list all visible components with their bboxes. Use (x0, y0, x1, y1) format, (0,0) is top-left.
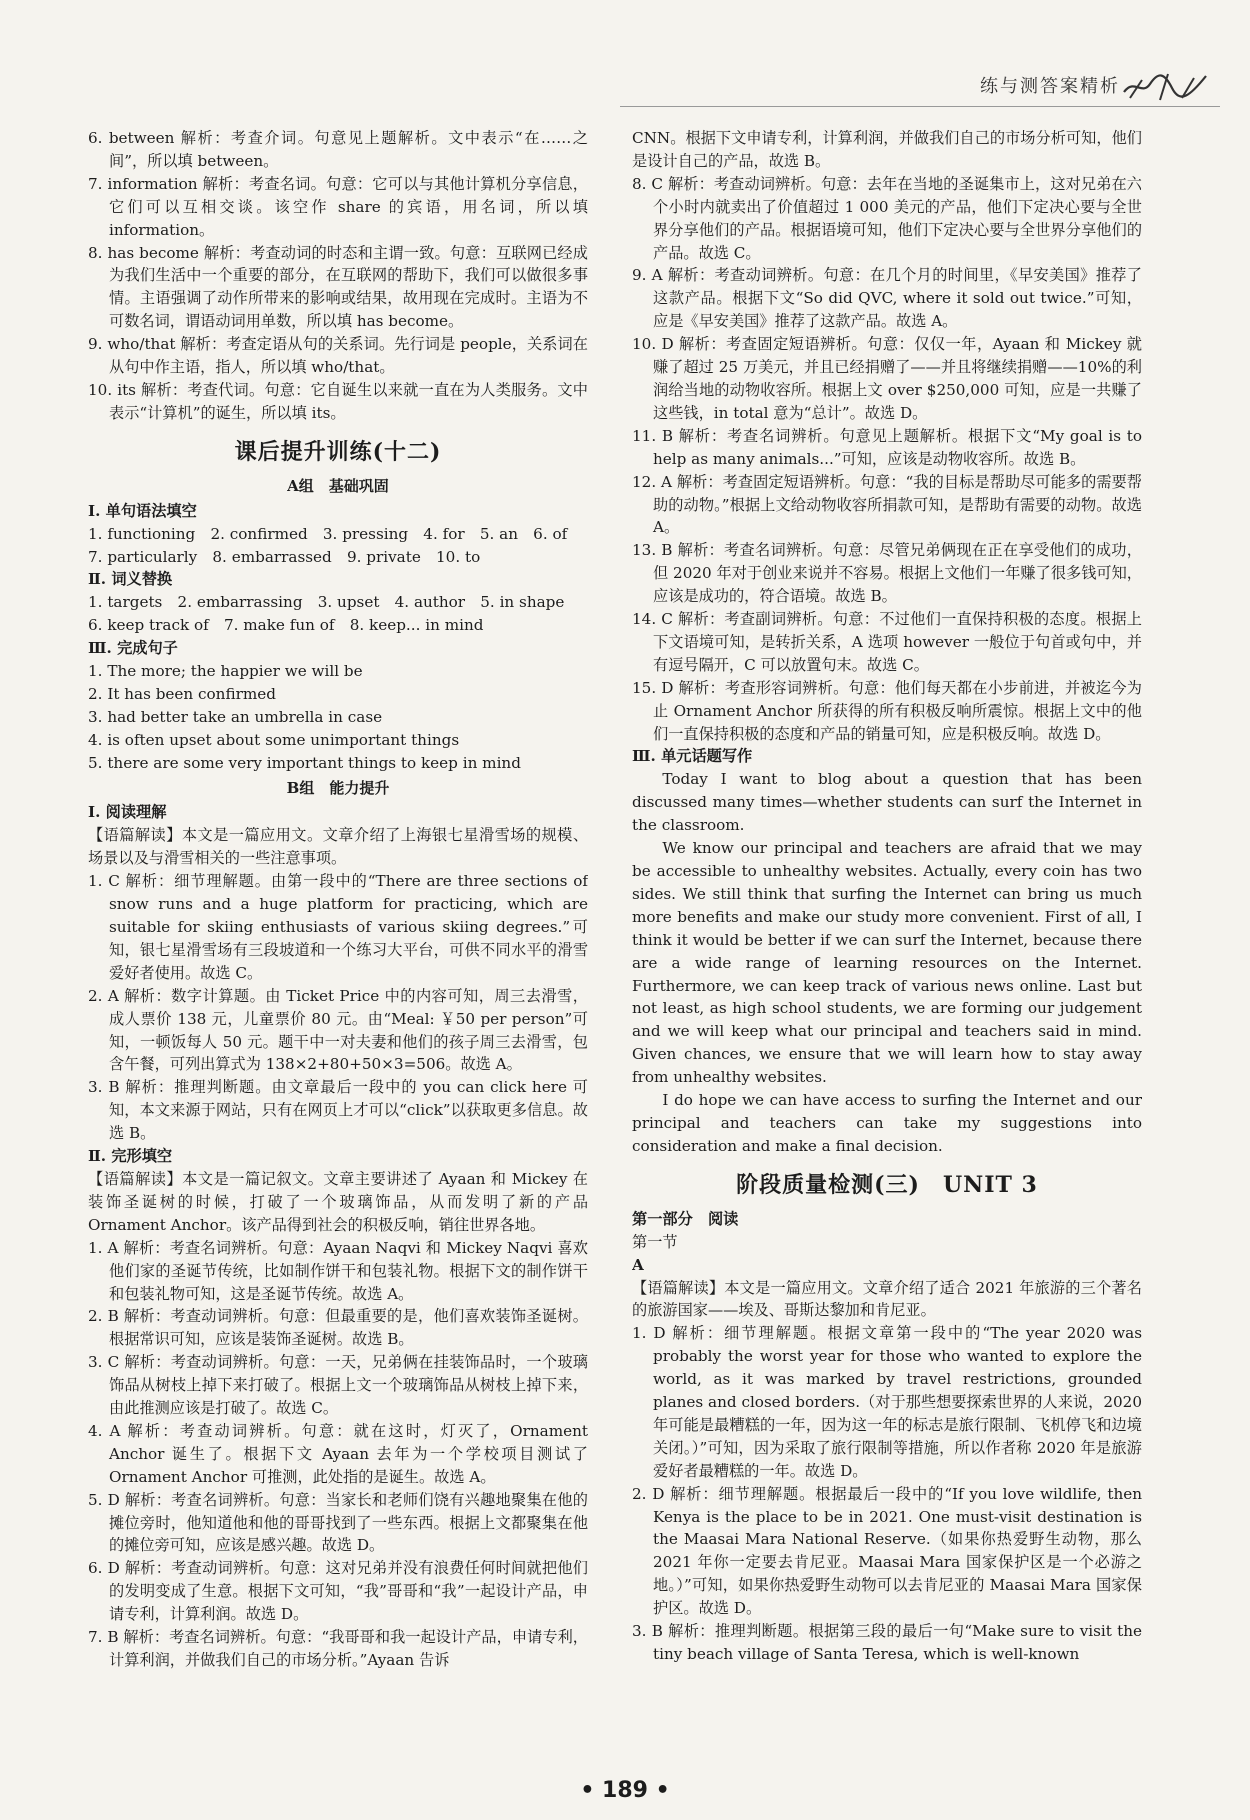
answer-item: 7. information 解析：考查名词。句意：它可以与其他计算机分享信息，它们可以互相交谈。该空作 share 的宾语，用名词，所以填 information。 (88, 174, 588, 239)
answer-line: 5. there are some very important things to keep in mind (88, 753, 521, 772)
answer-item: 9. who/that 解析：考查定语从句的关系词。先行词是 people，关系词在从句中作主语，指人，所以填 who/that。 (88, 335, 588, 377)
answer-line: 7. particularly 8. embarrassed 9. private 10. to (88, 547, 481, 566)
answer-line: 4. is often upset about some unimportant things (88, 730, 460, 749)
answer-item: 10. its 解析：考查代词。句意：它自诞生以来就一直在为人类服务。文中表示“计算机”的诞生，所以填 its。 (88, 380, 588, 422)
answer-item: 6. between 解析：考查介词。句意见上题解析。文中表示“在……之间”，所以填 between。 (88, 129, 588, 170)
part3-title: Ⅲ. 完成句子 (88, 639, 178, 658)
answer-item: 1. D 解析：细节理解题。根据文章第一段中的“The year 2020 was probably the worst year for those who wanted to explore the world, as it was marked by travel restrictions, grounded planes and closed borders.（对于那些想要探索世界的人来说，2020 年可能是最糟糕的一年，因为这一年的标志是旅行限制、飞机停飞和边境关闭。）”可知，因为采取了旅行限制等措施，所以作者称 2020 年是旅游爱好者最糟糕的一年。故选 D。 (632, 1324, 1142, 1480)
answer-item: 8. has become 解析：考查动词的时态和主谓一致。句意：互联网已经成为我们生活中一个重要的部分，在互联网的帮助下，我们可以做很多事情。主语强调了动作所带来的影响或结果，故用现在完成时。主语为不可数名词，谓语动词用单数，所以填 has become。 (88, 243, 588, 331)
part2-title: Ⅱ. 词义替换 (88, 570, 173, 589)
essay-paragraph: Today I want to blog about a question that has been discussed many times—whether students can surf the Internet in the classroom. (632, 770, 1142, 835)
answer-line: 1. The more; the happier we will be (88, 662, 363, 681)
header-rule (620, 106, 1220, 107)
answer-line: 6. keep track of 7. make fun of 8. keep... in mind (88, 616, 484, 635)
answer-item: 13. B 解析：考查名词辨析。句意：尽管兄弟俩现在正在享受他们的成功，但 2020 年对于创业来说并不容易。根据上文他们一年赚了很多钱可知，应该是成功的，符合语境。故选 B。 (632, 541, 1142, 606)
answer-line: 1. functioning 2. confirmed 3. pressing 4. for 5. an 6. of (88, 524, 568, 543)
page-header (0, 0, 1250, 108)
answer-item: 3. B 解析：推理判断题。由文章最后一段中的 you can click here 可知，本文来源于网站，只有在网页上才可以“click”以获取更多信息。故选 B。 (88, 1078, 588, 1143)
answer-item: 3. C 解析：考查动词辨析。句意：一天，兄弟俩在挂装饰品时，一个玻璃饰品从树枝上掉下来打破了。根据上文一个玻璃饰品从树枝上掉下来，由此推测应该是打破了。故选 C。 (88, 1353, 588, 1418)
answer-line: 1. targets 2. embarrassing 3. upset 4. author 5. in shape (88, 593, 565, 612)
passage-label: A (632, 1255, 644, 1274)
answer-item: 8. C 解析：考查动词辨析。句意：去年在当地的圣诞集市上，这对兄弟在六个小时内就卖出了价值超过 1 000 美元的产品，他们下定决心要与全世界分享他们的产品。根据语境可知，他们下定决心要与全世界分享他们的产品。故选 C。 (632, 174, 1142, 262)
answer-item: 7. B 解析：考查名词辨析。句意：“我哥哥和我一起设计产品，申请专利，计算利润，并做我们自己的市场分析。”Ayaan 告诉 (88, 1628, 588, 1669)
answer-item: 1. C 解析：细节理解题。由第一段中的“There are three sections of snow runs and a huge platform for practicing, which are suitable for skiing enthusiasts of various skiing degrees.”可知，银七星滑雪场有三段坡道和一个练习大平台，可供不同水平的滑雪爱好者使用。故选 C。 (88, 872, 588, 982)
reading-title: Ⅰ. 阅读理解 (88, 803, 167, 822)
answer-item: 5. D 解析：考查名词辨析。句意：当家长和老师们饶有兴趣地聚集在他的摊位旁时，他知道他和他的哥哥找到了一些东西。根据上文都聚集在他的摊位旁可知，应该是感兴趣。故选 D。 (88, 1490, 588, 1555)
answer-item: 6. D 解析：考查动词辨析。句意：这对兄弟并没有浪费任何时间就把他们的发明变成了生意。根据下文可知，“我”哥哥和“我”一起设计产品，申请专利，计算利润。故选 D。 (88, 1559, 588, 1624)
group-b-title: B组 能力提升 (286, 778, 390, 797)
page-number: • 189 • (580, 1778, 670, 1803)
cloze-title: Ⅱ. 完形填空 (88, 1147, 173, 1166)
header-title: 练与测答案精析 (980, 76, 1120, 97)
brand-logo (1120, 62, 1210, 106)
passage-summary: 【语篇解读】本文是一篇应用文。文章介绍了上海银七星滑雪场的规模、场景以及与滑雪相关的一些注意事项。 (88, 826, 588, 868)
part1-title: Ⅰ. 单句语法填空 (88, 501, 197, 520)
answer-line: 2. It has been confirmed (88, 684, 276, 703)
subsection-label: 第一节 (632, 1232, 678, 1251)
answer-item: 2. D 解析：细节理解题。根据最后一段中的“If you love wildlife, then Kenya is the place to be in 2021. One must-visit destination is the Maasai Mara National Reserve.（如果你热爱野生动物，那么 2021 年你一定要去肯尼亚。Maasai Mara 国家保护区是一个必游之地。）”可知，如果你热爱野生动物可以去肯尼亚的 Maasai Mara 国家保护区。故选 D。 (632, 1484, 1142, 1618)
answer-continuation: CNN。根据下文申请专利，计算利润，并做我们自己的市场分析可知，他们是设计自己的产品，故选 B。 (632, 129, 1142, 170)
section2-title: 阶段质量检测(三) UNIT 3 (736, 1171, 1038, 1198)
answer-item: 15. D 解析：考查形容词辨析。句意：他们每天都在小步前进，并被迄今为止 Ornament Anchor 所获得的所有积极反响所震惊。根据上文中的他们一直保持积极的态度和产品的销量可知，应是积极反响。故选 D。 (632, 678, 1142, 743)
answer-item: 1. A 解析：考查名词辨析。句意：Ayaan Naqvi 和 Mickey Naqvi 喜欢他们家的圣诞节传统，比如制作饼干和包装礼物。根据下文的制作饼干和包装礼物可知，这是圣诞节传统。故选 A。 (88, 1238, 588, 1303)
group-a-title: A组 基础巩固 (287, 476, 389, 495)
section-title: 课后提升训练(十二) (234, 438, 442, 465)
answer-item: 9. A 解析：考查动词辨析。句意：在几个月的时间里，《早安美国》推荐了这款产品。根据下文“So did QVC, where it sold out twice.”可知，应是《早安美国》推荐了这款产品。故选 A。 (632, 266, 1142, 331)
answer-line: 3. had better take an umbrella in case (88, 707, 383, 726)
answer-item: 12. A 解析：考查固定短语辨析。句意：“我的目标是帮助尽可能多的需要帮助的动物。”根据上文给动物收容所捐款可知，是帮助有需要的动物。故选 A。 (632, 472, 1142, 537)
left-column (88, 127, 588, 1672)
writing-title: Ⅲ. 单元话题写作 (632, 747, 753, 766)
passage-summary: 【语篇解读】本文是一篇记叙文。文章主要讲述了 Ayaan 和 Mickey 在装饰圣诞树的时候，打破了一个玻璃饰品，从而发明了新的产品 Ornament Anchor。该产品得到社会的积极反响，销往世界各地。 (88, 1169, 588, 1234)
answer-item: 3. B 解析：推理判断题。根据第三段的最后一句“Make sure to visit the tiny beach village of Santa Teresa, which is well-known (632, 1622, 1142, 1663)
right-column (632, 127, 1142, 1666)
passage-summary: 【语篇解读】本文是一篇应用文。文章介绍了适合 2021 年旅游的三个著名的旅游国家——埃及、哥斯达黎加和肯尼亚。 (632, 1278, 1142, 1320)
answer-item: 14. C 解析：考查副词辨析。句意：不过他们一直保持积极的态度。根据上下文语境可知，是转折关系，A 选项 however 一般位于句首或句中，并有逗号隔开，C 可以放置句末。故选 C。 (632, 610, 1142, 674)
answer-item: 10. D 解析：考查固定短语辨析。句意：仅仅一年，Ayaan 和 Mickey 就赚了超过 25 万美元，并且已经捐赠了——并且将继续捐赠——10%的利润给当地的动物收容所。根据上文 over $250,000 可知，应是一共赚了这些钱，in total 意为“总计”。故选 D。 (632, 335, 1142, 422)
essay-paragraph: I do hope we can have access to surfing the Internet and our principal and teachers can take my suggestions into consideration and make a final decision. (632, 1091, 1142, 1155)
answer-item: 11. B 解析：考查名词辨析。句意见上题解析。根据下文“My goal is to help as many animals...”可知，应该是动物收容所。故选 B。 (632, 426, 1142, 468)
answer-item: 4. A 解析：考查动词辨析。句意：就在这时，灯灭了，Ornament Anchor 诞生了。根据下文 Ayaan 去年为一个学校项目测试了 Ornament Anchor 可推测，此处指的是诞生。故选 A。 (88, 1421, 588, 1486)
essay-paragraph: We know our principal and teachers are afraid that we may be accessible to unhealthy websites. Actually, every coin has two sides. We still think that surfing the Internet can bring us much more benefits and make our study more convenient. First of all, I think it would be better if we can surf the Internet, because there are a wide range of learning resources on the Internet. Furthermore, we can keep track of various news online. Last but not least, as high school students, we are forming our judgement and we will keep what our principal and teachers said in mind. Given chances, we ensure that we will learn how to stay away from unhealthy websites. (632, 839, 1142, 1087)
answer-item: 2. B 解析：考查动词辨析。句意：但最重要的是，他们喜欢装饰圣诞树。根据常识可知，应该是装饰圣诞树。故选 B。 (88, 1307, 588, 1349)
answer-item: 2. A 解析：数字计算题。由 Ticket Price 中的内容可知，周三去滑雪，成人票价 138 元，儿童票价 80 元。由“Meal: ￥50 per person”可知，一顿饭每人 50 元。题干中一对夫妻和他们的孩子周三去滑雪，包含午餐，可列出算式为 138×2+80+50×3=506。故选 A。 (88, 986, 588, 1074)
part-label: 第一部分 阅读 (632, 1209, 739, 1228)
